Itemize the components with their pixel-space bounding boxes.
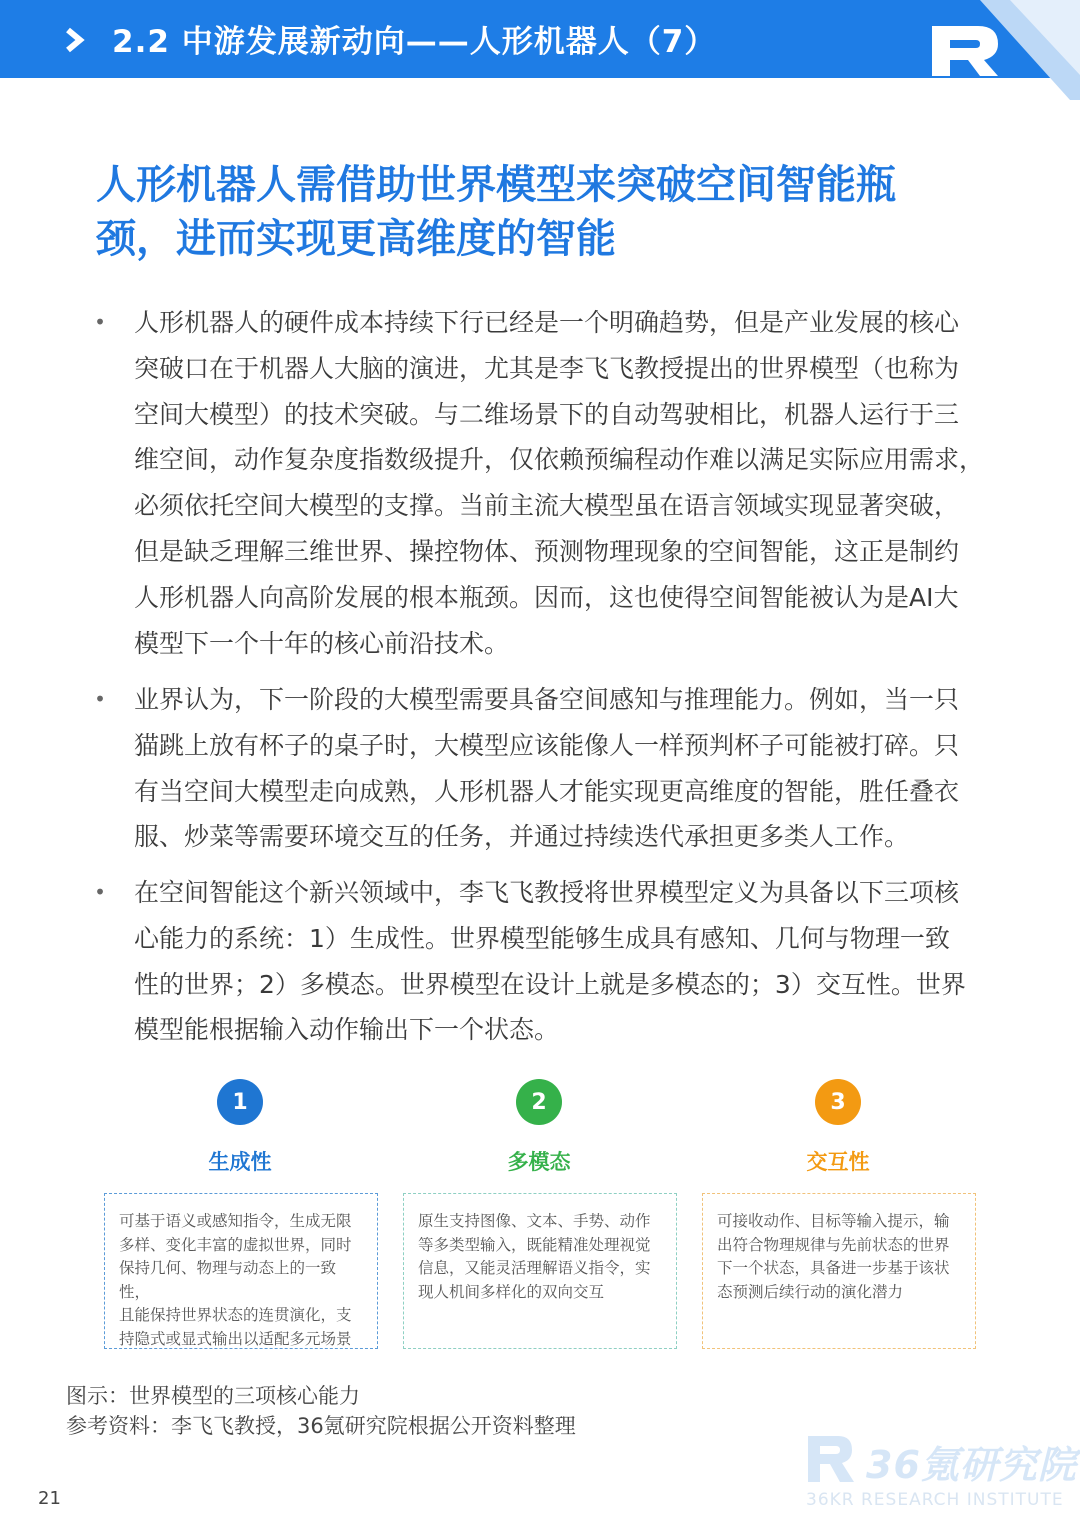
capability-1-line: 持隐式或显式输出以适配多元场景 (119, 1329, 352, 1348)
source-caption: 参考资料：李飞飞教授，36氪研究院根据公开资料整理 (66, 1414, 576, 1438)
bullet-3-line: 在空间智能这个新兴领域中，李飞飞教授将世界模型定义为具备以下三项核 (134, 878, 960, 907)
capability-1-description (104, 1193, 378, 1349)
bullet-1-line: 空间大模型）的技术突破。与二维场景下的自动驾驶相比，机器人运行于三 (134, 399, 960, 429)
header-title: 2.2 中游发展新动向——人形机器人（7） (112, 24, 717, 60)
page-heading (96, 158, 996, 266)
capability-3-number-badge: 3 (815, 1079, 861, 1125)
bullet-2-line: 有当空间大模型走向成熟，人形机器人才能实现更高维度的智能，胜任叠衣 (134, 776, 960, 806)
bullet-paragraph-1 (94, 300, 994, 666)
bullet-3-line: 心能力的系统：1）生成性。世界模型能够生成具有感知、几何与物理一致 (134, 923, 950, 953)
bullet-1-line: 维空间，动作复杂度指数级提升，仅依赖预编程动作难以满足实际应用需求， (134, 445, 985, 475)
capability-2-title: 多模态 (507, 1150, 571, 1174)
bullet-2-line: 业界认为，下一阶段的大模型需要具备空间感知与推理能力。例如，当一只 (134, 685, 960, 714)
capability-3-title: 交互性 (806, 1150, 870, 1174)
bullet-1-line: 人形机器人的硬件成本持续下行已经是一个明确趋势，但是产业发展的核心 (134, 308, 960, 337)
bullet-paragraph-3 (94, 870, 994, 1053)
capability-1-line: 且能保持世界状态的连贯演化，支 (119, 1306, 352, 1324)
bullet-2-line: 猫跳上放有杯子的桌子时，大模型应该能像人一样预判杯子可能被打碎。只 (134, 730, 960, 760)
36kr-r-logo-icon (928, 22, 1008, 78)
capability-2-line: 现人机间多样化的双向交互 (418, 1282, 605, 1301)
watermark-en: 36KR RESEARCH INSTITUTE (806, 1490, 1064, 1510)
bullet-2-line: 服、炒菜等需要环境交互的任务，并通过持续迭代承担更多类人工作。 (134, 822, 910, 852)
bullet-paragraph-2 (94, 677, 994, 860)
page-number: 21 (38, 1488, 61, 1509)
bullet-1-line: 但是缺乏理解三维世界、操控物体、预测物理现象的空间智能，这正是制约 (134, 536, 960, 566)
bullet-1-line: 人形机器人向高阶发展的根本瓶颈。因而，这也使得空间智能被认为是AI大 (134, 582, 959, 612)
capability-3-line: 下一个状态，具备进一步基于该状 (717, 1259, 950, 1277)
bullet-1-line: 突破口在于机器人大脑的演进，尤其是李飞飞教授提出的世界模型（也称为 (134, 353, 960, 383)
figure-caption: 图示：世界模型的三项核心能力 (66, 1384, 360, 1408)
bullet-dot: • (94, 880, 106, 904)
capability-3-line: 出符合物理规律与先前状态的世界 (717, 1235, 950, 1254)
capability-1-title: 生成性 (208, 1150, 272, 1174)
bullet-dot: • (94, 687, 106, 711)
capability-3-description (702, 1193, 976, 1349)
bullet-1-line: 必须依托空间大模型的支撑。当前主流大模型虽在语言领域实现显著突破， (134, 491, 960, 521)
watermark-cn: 36氪研究院 (866, 1443, 1077, 1487)
heading-line-2: 颈，进而实现更高维度的智能 (96, 216, 616, 262)
capability-2-description (403, 1193, 677, 1349)
bullet-1-line: 模型下一个十年的核心前沿技术。 (134, 628, 510, 658)
capability-3-line: 可接收动作、目标等输入提示，输 (717, 1212, 950, 1230)
bullet-3-line: 性的世界；2）多模态。世界模型在设计上就是多模态的；3）交互性。世界 (134, 969, 966, 999)
bullet-3-line: 模型能根据输入动作输出下一个状态。 (134, 1015, 560, 1045)
capability-2-line: 信息，又能灵活理解语义指令，实 (418, 1259, 651, 1277)
capability-1-line: 多样、变化丰富的虚拟世界，同时 (119, 1235, 352, 1254)
heading-line-1: 人形机器人需借助世界模型来突破空间智能瓶 (96, 162, 896, 208)
bullet-dot: • (94, 310, 106, 334)
capability-2-number-badge: 2 (516, 1079, 562, 1125)
capability-2-line: 原生支持图像、文本、手势、动作 (418, 1212, 651, 1230)
chevron-right-icon (64, 27, 86, 53)
capability-1-line: 保持几何、物理与动态上的一致性， (119, 1259, 337, 1301)
capability-2-line: 等多类型输入，既能精准处理视觉 (418, 1235, 651, 1254)
capability-3-line: 态预测后续行动的演化潜力 (717, 1282, 904, 1301)
capability-1-number-badge: 1 (217, 1079, 263, 1125)
36kr-watermark-logo-icon (806, 1434, 858, 1484)
capability-1-line: 可基于语义或感知指令，生成无限 (119, 1212, 352, 1230)
